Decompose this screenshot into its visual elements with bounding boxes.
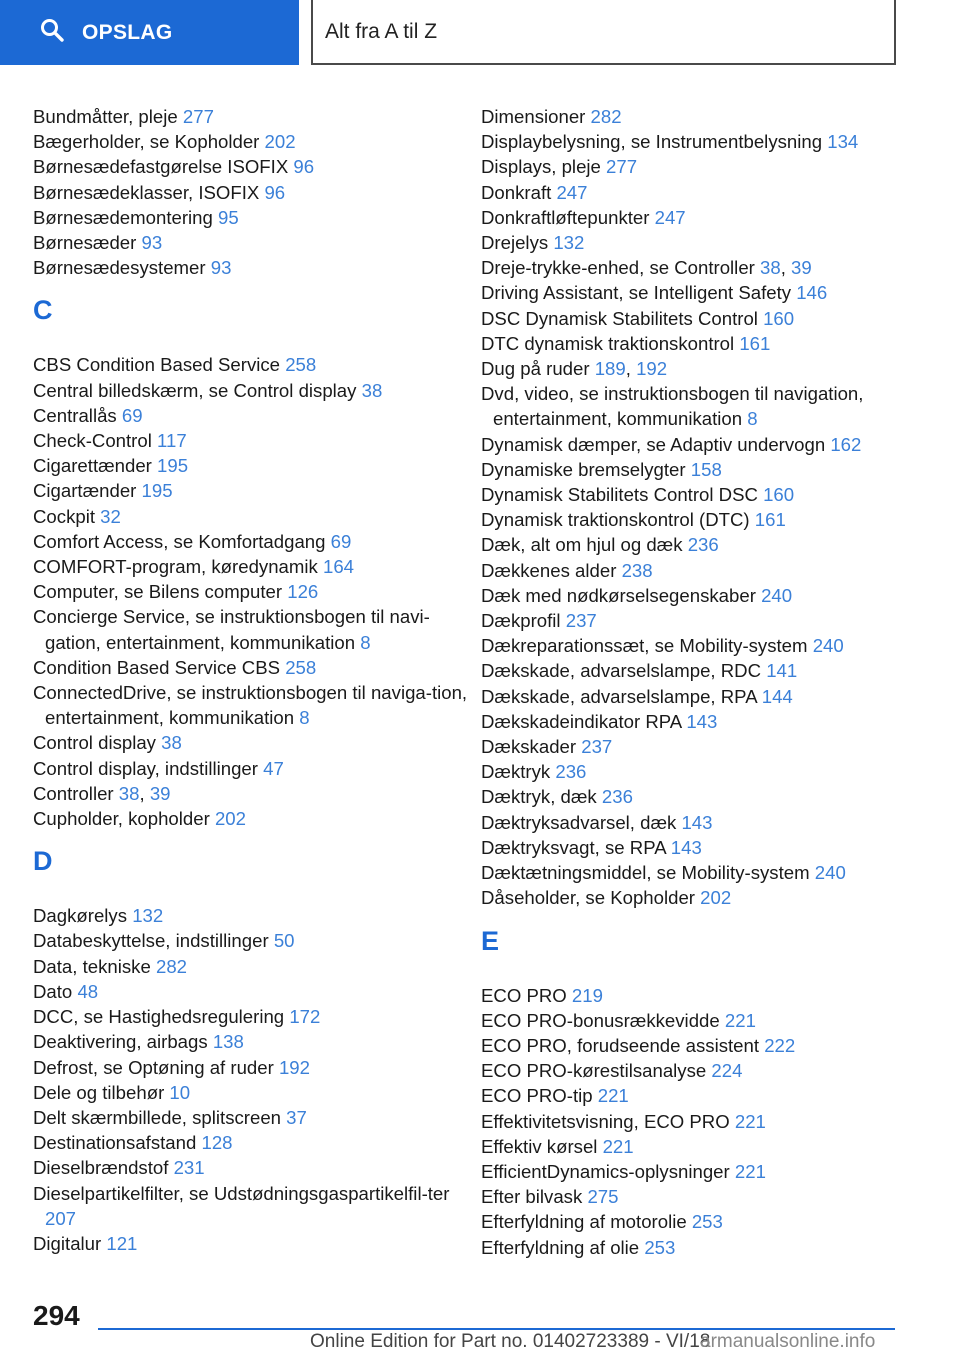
index-entry-term: Dækprofil — [481, 610, 566, 632]
index-entry-term: Control display, indstillinger — [33, 757, 264, 779]
page-link[interactable]: 161 — [754, 509, 786, 531]
index-entry-term: Dæktryksadvarsel, dæk — [481, 811, 682, 833]
index-entry-term: Dvd, video, se instruktionsbogen til navigation, entertainment, kommunikation — [481, 383, 864, 430]
index-entry-term: Dreje-trykke-enhed, se Controller — [481, 257, 761, 279]
index-entry — [33, 1055, 473, 1080]
page-link[interactable]: 192 — [278, 1056, 310, 1078]
page-link[interactable]: 207 — [45, 1207, 77, 1229]
page-link[interactable]: 93 — [141, 232, 163, 254]
index-entry — [33, 403, 473, 428]
index-entry-term: Dynamisk traktionskontrol (DTC) — [481, 509, 755, 531]
index-entry-term: Displaybelysning, se Instrumentbelysning — [481, 131, 828, 153]
index-entry — [481, 331, 921, 356]
page-link[interactable]: 172 — [289, 1006, 321, 1028]
page-link[interactable]: 282 — [590, 106, 622, 127]
page-separator: , — [625, 358, 637, 380]
index-entry-term: EfficientDynamics-oplysninger — [481, 1160, 735, 1182]
index-entry-term: Cigartænder — [33, 480, 142, 502]
page-link[interactable]: 160 — [763, 307, 795, 329]
index-entry — [481, 835, 921, 860]
index-entry — [481, 709, 921, 734]
footer-watermark: armanualsonline.info — [700, 1331, 876, 1352]
index-entry-term: Dæktryk, dæk — [481, 786, 602, 808]
page-link[interactable]: 95 — [218, 206, 239, 228]
index-entry-term: Dynamisk dæmper, se Adaptiv undervogn — [481, 433, 831, 455]
page-link[interactable]: 138 — [212, 1031, 244, 1053]
page-link[interactable]: 143 — [670, 836, 702, 858]
index-entry-term: Dåseholder, se Kopholder — [481, 887, 701, 909]
index-entry-term: Computer, se Bilens computer — [33, 581, 288, 603]
page-link[interactable]: 144 — [761, 685, 793, 707]
page-link[interactable]: 224 — [711, 1060, 743, 1082]
page-link[interactable]: 162 — [830, 433, 862, 455]
page-link[interactable]: 38 — [161, 732, 182, 754]
index-entry-term: Drejelys — [481, 232, 554, 254]
index-entry — [33, 154, 473, 179]
index-entry — [33, 352, 473, 377]
index-entry-term: Efterfyldning af motorolie — [481, 1211, 692, 1233]
page-link[interactable]: 253 — [644, 1236, 676, 1258]
page-link[interactable]: 8 — [360, 631, 371, 653]
index-entry-term: ECO PRO-bonusrækkevidde — [481, 1009, 725, 1031]
page-number: 294 — [33, 1300, 80, 1331]
index-entry-term: Dato — [33, 980, 78, 1002]
index-entry-term: Børnesæder — [33, 232, 142, 254]
index-entry — [481, 1109, 921, 1134]
index-entry — [481, 759, 921, 784]
index-entry-term: DSC Dynamisk Stabilitets Control — [481, 307, 764, 329]
index-entry — [481, 280, 921, 305]
index-entry — [33, 1105, 473, 1130]
page-link[interactable]: 160 — [763, 484, 795, 506]
page-link[interactable]: 126 — [287, 581, 319, 603]
index-entry-term: COMFORT-program, køredynamik — [33, 556, 323, 578]
index-entry — [33, 928, 473, 953]
page-link[interactable]: 236 — [555, 761, 587, 783]
index-entry-term: Børnesædesystemer — [33, 257, 211, 279]
page-link[interactable]: 141 — [766, 660, 798, 682]
index-entry-term: Dækkenes alder — [481, 559, 622, 581]
index-entry-term: Condition Based Service CBS — [33, 656, 286, 678]
index-entry-term: Destinationsafstand — [33, 1132, 202, 1154]
page-link[interactable]: 236 — [687, 534, 719, 556]
index-entry — [33, 453, 473, 478]
index-entry-term: Dæktryksvagt, se RPA — [481, 836, 671, 858]
index-entry-term: CBS Condition Based Service — [33, 354, 286, 376]
index-entry — [481, 482, 921, 507]
index-entry — [33, 954, 473, 979]
index-letter-heading: D — [33, 846, 53, 877]
index-entry-term: DCC, se Hastighedsregulering — [33, 1006, 290, 1028]
index-entry-term: Børnesædeklasser, ISOFIX — [33, 181, 265, 203]
index-entry — [481, 633, 921, 658]
index-entry-term: Dækskade, advarselslampe, RDC — [481, 660, 767, 682]
index-entry — [481, 1008, 921, 1033]
page-link[interactable]: 37 — [286, 1106, 307, 1128]
index-entry-term: Check-Control — [33, 430, 158, 452]
page-link[interactable]: 219 — [571, 984, 603, 1006]
page-link[interactable]: 8 — [299, 707, 310, 729]
index-entry — [481, 1209, 921, 1234]
index-entry — [481, 860, 921, 885]
page-link[interactable]: 221 — [734, 1110, 766, 1132]
page-separator: , — [139, 782, 150, 804]
index-entry-term: Børnesædemontering — [33, 206, 218, 228]
index-entry — [33, 129, 473, 154]
page-link[interactable]: 96 — [264, 181, 286, 203]
page-link[interactable]: 143 — [686, 710, 718, 732]
page-link[interactable]: 221 — [724, 1009, 756, 1031]
index-entry-term: Bundmåtter, pleje — [33, 106, 183, 127]
page-link[interactable]: 258 — [285, 354, 317, 376]
page-link[interactable]: 202 — [214, 808, 246, 830]
page-link[interactable]: 164 — [322, 556, 355, 578]
index-entry — [33, 378, 473, 403]
page-link[interactable]: 275 — [587, 1186, 619, 1208]
index-entry-term: Dækskader — [481, 736, 582, 758]
index-entry-term: Driving Assistant, se Intelligent Safety — [481, 282, 797, 304]
footer-divider — [98, 1328, 895, 1330]
page-link[interactable]: 48 — [77, 980, 99, 1002]
index-entry — [481, 1134, 921, 1159]
index-entry-term: Central billedskærm, se Control display — [33, 379, 362, 401]
index-letter-heading: C — [33, 295, 53, 326]
index-entry — [481, 1235, 921, 1260]
index-entry — [481, 1184, 921, 1209]
index-entry — [481, 507, 921, 532]
index-entry — [33, 104, 473, 129]
page-link[interactable]: 247 — [556, 181, 588, 203]
page-link[interactable]: 202 — [264, 131, 296, 153]
index-entry — [481, 885, 921, 910]
index-entry — [481, 230, 921, 255]
page-link[interactable]: 240 — [812, 635, 844, 657]
page-link[interactable]: 258 — [285, 656, 317, 678]
index-entry — [481, 532, 921, 557]
index-entry — [33, 756, 473, 781]
page-link[interactable]: 189 — [594, 358, 626, 380]
page-link[interactable]: 117 — [157, 430, 187, 452]
page-link[interactable]: 237 — [565, 610, 597, 632]
index-entry — [33, 554, 473, 579]
index-entry — [33, 1029, 473, 1054]
index-entry — [481, 1033, 921, 1058]
index-entry — [33, 1155, 473, 1180]
index-entry — [481, 306, 921, 331]
index-entry-term: Control display — [33, 732, 162, 754]
tab-opslag-label: OPSLAG — [82, 20, 173, 44]
index-entry-term: Dynamisk Stabilitets Control DSC — [481, 484, 764, 506]
index-entry — [33, 730, 473, 755]
index-entry — [33, 230, 473, 255]
page-link[interactable]: 247 — [654, 206, 686, 228]
tab-opslag[interactable] — [0, 0, 299, 65]
index-entry-term: Bægerholder, se Kopholder — [33, 131, 265, 153]
index-entry — [33, 979, 473, 1004]
index-entry-term: Delt skærmbillede, splitscreen — [33, 1106, 287, 1128]
index-entry — [33, 1181, 473, 1231]
index-entry-term: ConnectedDrive, se instruktionsbogen til naviga‐tion, entertainment, kommunikation — [33, 682, 468, 729]
index-entry — [481, 356, 921, 381]
page-link[interactable]: 238 — [621, 559, 653, 581]
index-entry-term: ECO PRO — [481, 984, 572, 1006]
page-link[interactable]: 221 — [602, 1135, 634, 1157]
index-entry-term: Børnesædefastgørelse ISOFIX — [33, 156, 294, 178]
index-entry — [481, 457, 921, 482]
index-entry — [33, 579, 473, 604]
index-entry — [33, 781, 473, 806]
index-entry-term: DTC dynamisk traktionskontrol — [481, 332, 740, 354]
index-entry-term: Dieselbrændstof — [33, 1157, 174, 1179]
index-entry — [481, 381, 921, 431]
index-entry-term: Effektiv kørsel — [481, 1135, 603, 1157]
footer-edition: Online Edition for Part no. 01402723389 - VI/18 — [310, 1331, 711, 1352]
breadcrumb[interactable] — [311, 0, 896, 65]
page-link[interactable]: 121 — [106, 1232, 138, 1254]
page-link[interactable]: 50 — [273, 930, 295, 952]
page-link[interactable]: 221 — [597, 1085, 629, 1107]
page-link[interactable]: 253 — [691, 1211, 723, 1233]
index-entry-term: ECO PRO, forudseende assistent — [481, 1034, 765, 1056]
index-entry-term: Databeskyttelse, indstillinger — [33, 930, 274, 952]
index-entry — [481, 1159, 921, 1184]
page-link[interactable]: 240 — [761, 584, 793, 606]
index-entry — [481, 684, 921, 709]
index-entry-term: Dæk med nødkørselsegenskaber — [481, 584, 762, 606]
page-link[interactable]: 38 — [760, 257, 781, 279]
index-entry-term: Dug på ruder — [481, 358, 595, 380]
header — [0, 0, 960, 66]
index-entry — [481, 205, 921, 230]
index-entry — [481, 129, 921, 154]
index-entry-term: ECO PRO-kørestilsanalyse — [481, 1060, 712, 1082]
index-entry-term: Dækskadeindikator RPA — [481, 710, 687, 732]
index-entry — [33, 1004, 473, 1029]
index-entry-term: Dæktætningsmiddel, se Mobility-system — [481, 862, 815, 884]
page-link[interactable]: 32 — [100, 505, 121, 527]
page-link[interactable]: 39 — [149, 782, 171, 804]
index-entry — [481, 1058, 921, 1083]
index-entry-term: Donkraftløftepunkter — [481, 206, 655, 228]
page-link[interactable]: 195 — [157, 455, 189, 477]
index-entry — [33, 1130, 473, 1155]
index-entry-term: Dagkørelys — [33, 905, 133, 927]
index-entry-term: Defrost, se Optøning af ruder — [33, 1056, 279, 1078]
page-separator: , — [780, 257, 792, 279]
page-link[interactable]: 277 — [182, 106, 214, 127]
index-entry — [481, 983, 921, 1008]
index-entry-term: Donkraft — [481, 181, 557, 203]
page-link[interactable]: 146 — [796, 282, 828, 304]
index-entry — [481, 432, 921, 457]
search-icon — [40, 18, 64, 47]
page-link[interactable]: 8 — [747, 408, 758, 430]
index-entry — [33, 1231, 473, 1256]
page-link[interactable]: 10 — [169, 1081, 191, 1103]
index-entry-term: Comfort Access, se Komfortadgang — [33, 530, 331, 552]
index-entry — [33, 255, 473, 280]
page-link[interactable]: 237 — [581, 736, 613, 758]
page-link[interactable]: 39 — [791, 257, 812, 279]
index-entry — [481, 558, 921, 583]
page-link[interactable]: 277 — [606, 156, 638, 178]
index-entry — [33, 428, 473, 453]
page-link[interactable]: 195 — [141, 480, 173, 502]
index-letter-heading: E — [481, 925, 500, 956]
index-entry-term: Dieselpartikelfilter, se Udstødningsgaspartikelfil‐ter — [33, 1182, 450, 1204]
index-entry — [33, 680, 473, 730]
index-column-right — [481, 104, 921, 1260]
index-entry — [481, 1083, 921, 1108]
index-entry — [33, 604, 473, 654]
index-entry — [33, 1080, 473, 1105]
index-entry — [33, 529, 473, 554]
index-entry-term: Concierge Service, se instruktionsbogen til navi‐gation, entertainment, kommunikation — [33, 606, 430, 653]
index-entry — [481, 734, 921, 759]
index-entry — [481, 810, 921, 835]
index-entry-term: Dæktryk — [481, 761, 556, 783]
index-entry — [33, 655, 473, 680]
index-entry — [481, 154, 921, 179]
page-link[interactable]: 143 — [681, 811, 713, 833]
index-entry-term: Displays, pleje — [481, 156, 607, 178]
page-link[interactable]: 38 — [361, 379, 383, 401]
page-link[interactable]: 202 — [700, 887, 732, 909]
index-entry-term: Cupholder, kopholder — [33, 808, 215, 830]
page-link[interactable]: 158 — [690, 458, 722, 480]
page-link[interactable]: 47 — [263, 757, 284, 779]
index-entry-term: Dimensioner — [481, 106, 591, 127]
index-entry — [481, 784, 921, 809]
index-entry-term: Effektivitetsvisning, ECO PRO — [481, 1110, 735, 1132]
index-entry-term: Dækskade, advarselslampe, RPA — [481, 685, 762, 707]
page-link[interactable]: 93 — [210, 257, 232, 279]
page-link[interactable]: 192 — [636, 358, 668, 380]
page-link[interactable]: 132 — [553, 232, 585, 254]
index-entry — [33, 180, 473, 205]
index-entry-term: Dækreparationssæt, se Mobility-system — [481, 635, 813, 657]
page-link[interactable]: 161 — [739, 332, 771, 354]
page-link[interactable]: 240 — [814, 862, 846, 884]
index-entry — [481, 658, 921, 683]
index-entry-term: Data, tekniske — [33, 955, 156, 977]
index-entry — [33, 205, 473, 230]
index-entry — [481, 255, 921, 280]
page-link[interactable]: 128 — [201, 1132, 233, 1154]
page-link[interactable]: 132 — [132, 905, 164, 927]
page-link[interactable]: 221 — [734, 1160, 766, 1182]
index-entry — [481, 180, 921, 205]
index-entry-term: Centrallås — [33, 404, 122, 426]
index-entry-term: Dele og tilbehør — [33, 1081, 170, 1103]
index-entry-term: Digitalur — [33, 1232, 107, 1254]
index-entry-term: Cigarettænder — [33, 455, 158, 477]
index-entry-term: Deaktivering, airbags — [33, 1031, 213, 1053]
index-entry — [33, 806, 473, 831]
index-entry — [481, 583, 921, 608]
index-entry — [33, 903, 473, 928]
index-entry-term: Dynamiske bremselygter — [481, 458, 691, 480]
page-link[interactable]: 38 — [118, 782, 140, 804]
index-entry — [33, 478, 473, 503]
index-entry-term: Cockpit — [33, 505, 101, 527]
page-link[interactable]: 134 — [827, 131, 859, 153]
page-link[interactable]: 236 — [601, 786, 633, 808]
page-link[interactable]: 96 — [293, 156, 315, 178]
page-link[interactable]: 69 — [330, 530, 352, 552]
index-entry — [481, 104, 921, 129]
page-link[interactable]: 282 — [155, 955, 188, 977]
index-entry — [33, 504, 473, 529]
index-entry-term: Dæk, alt om hjul og dæk — [481, 534, 688, 556]
page-link[interactable]: 69 — [121, 404, 143, 426]
index-entry — [481, 608, 921, 633]
page-link[interactable]: 222 — [764, 1034, 796, 1056]
breadcrumb-label: Alt fra A til Z — [325, 19, 438, 43]
index-entry-term: Efterfyldning af olie — [481, 1236, 645, 1258]
index-entry-term: ECO PRO-tip — [481, 1085, 598, 1107]
page-link[interactable]: 231 — [173, 1157, 205, 1179]
index-entry-term: Controller — [33, 782, 119, 804]
index-column-left — [33, 104, 473, 1256]
index-entry-term: Efter bilvask — [481, 1186, 588, 1208]
